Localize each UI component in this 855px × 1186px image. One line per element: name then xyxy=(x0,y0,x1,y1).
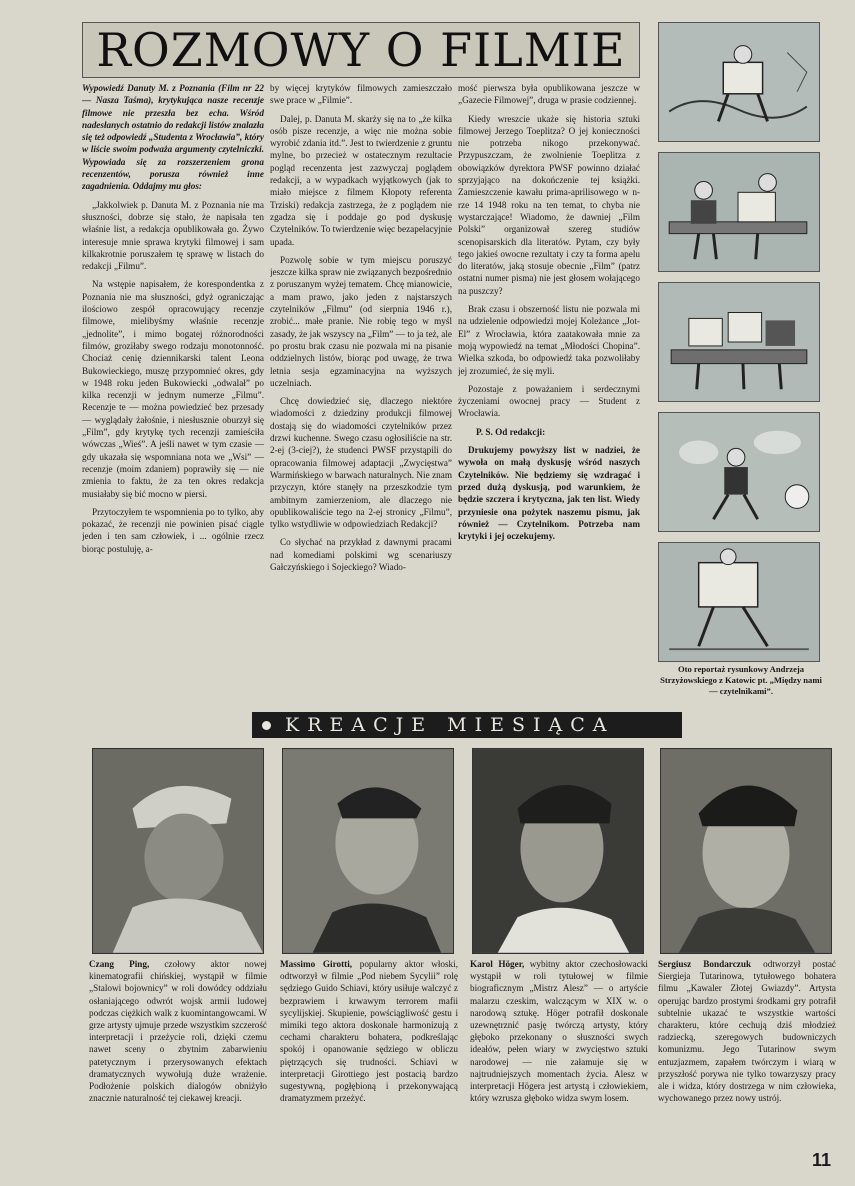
actor-name: Czang Ping, xyxy=(89,959,150,969)
cartoon-panel-2 xyxy=(658,152,820,272)
actor-name: Massimo Girotti, xyxy=(280,959,353,969)
actor-description: popularny aktor włoski, odtworzył w filmie „Pod niebem Sycylii” rolę sędziego Guido Schiavi, który usiłuje walczyć z bezprawiem i krwawym terrorem mafii sycylijskiej. Skupienie, powściągliwość gestu i mimiki tego aktora doskonale harmonizują z cechami charakteru bohatera, podkreślając spokój i opanowanie sędziego w obliczu piętrzących się trudności. Schiavi w interpretacji Girottiego jest postacią bardzo sugestywną, pogłębioną i przekonywającą dramatyzmem przeżyć. xyxy=(280,959,458,1104)
actor-bio-3 xyxy=(470,958,648,1158)
portrait-drawing xyxy=(661,749,831,953)
article-column-2 xyxy=(270,82,452,702)
editor-note-heading: P. S. Od redakcji: xyxy=(476,426,546,437)
article-signature: Pozostaje z poważaniem i serdecznymi życzeniami owocnej pracy — Student z Wrocławia. xyxy=(458,383,640,419)
actor-description: czołowy aktor nowej kinematografii chińskiej, wystąpił w filmie „Stalowi bojownicy” w roli dowódcy oddziału osłaniającego odwrót wojsk armii ludowej podczas ciężkich walk z kuomintangowcami. W grze artysty ujmuje przede wszystkim szczerość interpretacji i przeżycie roli, dzięki czemu nawet sceny o zbytnim zabarwieniu patetycznym i przerysowanych efektach dramatycznych wywołują duże wrażenie. Podłożenie polskich dialogów obniżyło znacznie naturalność tej ciekawej kreacji. xyxy=(89,959,267,1104)
section-title: KREACJE MIESIĄCA xyxy=(285,714,615,736)
article-paragraph: Kiedy wreszcie ukaże się historia sztuki filmowej Jerzego Toeplitza? O jej konieczności nie potrzeba nikogo przekonywać. Przypuszczam, że zwolnienie Toeplitza z obowiązków dyrektora PWSF powinno działać sprzyjająco na dokończenie tej książki. Zamieszczenie kawału prima-aprilisowego w n-rze 14 1948 roku na ten temat, to chyba nie wystarczające! Wiadomo, że dawniej „Film Polski” organizował szereg studiów scenopisarskich dla literatów. Pytam, czy były tego jakieś owocne rezultaty i czy ta forma apelu do literatów, jaką stosuje obecnie „Film” (patrz ostatni numer pisma) nie jest głosem wołającego na puszczy? xyxy=(458,113,640,296)
bullet-icon xyxy=(262,721,271,730)
portrait-drawing xyxy=(473,749,643,953)
cartoon-drawing-bench xyxy=(659,283,819,401)
actor-bio-1 xyxy=(89,958,267,1158)
actor-bio-4 xyxy=(658,958,836,1158)
article-paragraph: Brak czasu i obszerność listu nie pozwala mi na udzielenie odpowiedzi mojej Koleżance „Jot-El” z Wrocławia, która zaatakowała mnie za moją wypowiedź na temat „Młodości Chopina”. Wielka szkoda, bo odpowiedź taka pozwoliłaby jej zrozumieć, że się myli. xyxy=(458,304,640,376)
article-paragraph: Na wstępie napisałem, że korespondentka z Poznania nie ma słuszności, gdyż ograniczając ilościowo zespół opracowujący recenzje filmowe, mielibyśmy właśnie recenzje „jednolite”, i mimo bogatej różnorodności filmów, groziłaby swego rodzaju monotonność. Chociaż cenię dziennikarski talent Leona Bukowieckiego, muszę przypomnieć okres, gdy w 1948 roku jeden Bukowiecki „odwalał” po kilka recenzji w jednym numerze „Filmu”. Recenzje te — można powiedzieć bez przesady — wyglądały żałośnie, i niesłusznie oburzył się „Film”, gdy krytykę tych recenzji zamieściła wówczas „Wieś”. A jeśli nawet w tym czasie — gdy ukazała się wspomniana nota we „Wsi” — recenzje (moim zdaniem) poprawiły się — nie zmienia to faktu, że za ten okres redakcja musiałaby się bić mocno w piersi. xyxy=(82,279,264,499)
cartoon-drawing-walker xyxy=(659,413,819,531)
article-title-box xyxy=(82,22,640,78)
page-number: 11 xyxy=(812,1150,832,1170)
cartoon-drawing-newspaper xyxy=(659,543,819,661)
actor-photo-1 xyxy=(92,748,264,954)
editor-note: Drukujemy powyższy list w nadziei, że wywoła on małą dyskusję wśród naszych Czytelników. Nie będziemy się wzdragać i przed dużą dyskusją, pod warunkiem, że będzie szczera i krytyczna, jak ten list. Wiedy przyniesie ona pożytek naszemu pismu, jak również — Czytelnikom. Potrzeba nam krytyki i jej oczekujemy. xyxy=(458,445,640,542)
actor-bio-2 xyxy=(280,958,458,1158)
cartoon-panel-4 xyxy=(658,412,820,532)
cartoon-drawing-two-readers xyxy=(659,153,819,271)
article-paragraph: mość pierwsza była opublikowana jeszcze w „Gazecie Filmowej”, druga w prasie codziennej. xyxy=(458,83,640,106)
article-paragraph: Przytoczyłem te wspomnienia po to tylko, aby pokazać, że recenzji nie powinien pisać ciągle jeden i ten sam człowiek, i ... ogólnie rzecz biorąc postuluję, a- xyxy=(82,506,264,554)
article-paragraph: „Jakkolwiek p. Danuta M. z Poznania nie ma słuszności, dobrze się stało, że napisała ten właśnie list, a redakcja opublikowała go. Żywo interesuje mnie sprawa krytyki filmowej i sam kilkakrotnie poruszałem tę sprawę w listach do redakcji „Filmu”. xyxy=(82,199,264,272)
article-paragraph: Chcę dowiedzieć się, dlaczego niektóre wiadomości z dziedziny produkcji filmowej dostają się do wiadomości czytelników przez drzwi kuchenne. Swego czasu ogłosiliście na str. 2-ej (3-ciej?), że studenci PWSF przystąpili do opracowania filmowej adaptacji „Zwycięstwa” Warmińskiego w barwach naturalnych. Nie znam przyczyn, które stanęły na przeszkodzie tym ambitnym zamierzeniom, ale dlaczego nie opublikowaliście tego na 2-ej stronicy „Filmu”, tylko wstydliwie w odpowiedziach Redakcji? xyxy=(270,396,452,530)
actor-photo-3 xyxy=(472,748,644,954)
actor-description: odtworzył postać Siergieja Tutarinowa, tytułowego bohatera filmu „Kawaler Złotej Gwiazdy”. Artysta operując bardzo prostymi środkami gry potrafił subtelnie ukazać te wszystkie wartości charakteru, które cechują dziś młodzież radziecką, szeregowych budowniczych komunizmu. Jego Tutarinow swym entuzjazmem, zapałem twórczym i wiarą w przyszłość porywa nie tylko towarzyszy pracy ale i widza, który dostrzega w nim człowieka, wychowanego przez nowy ustrój. xyxy=(658,959,836,1104)
actor-name: Sergiusz Bondarczuk xyxy=(658,959,752,969)
actor-photo-4 xyxy=(660,748,832,954)
article-intro: Wypowiedź Danuty M. z Poznania (Film nr 22 — Nasza Taśma), krytykująca nasze recenzje filmowe nie przeszła bez echa. Wśród nadesłanych ostatnio do redakcji listów znalazła się też odpowiedź „Studenta z Wrocławia”, który w liście swoim podważa argumenty czytelniczki. Wypowiada się za rozszerzeniem grona recenzentów, porusza również inne zagadnienia. Oddajmy mu głos: xyxy=(82,83,264,192)
actor-description: wybitny aktor czechosłowacki wystąpił w roli tytułowej w filmie biograficznym „Mistrz Alesz” — o artyście malarzu czeskim, walczącym w XIX w. o narodową sztukę. Höger potrafił doskonale uzewnętrznić pasję twórczą artysty, który głęboko przekonany o słuszności swych ideałów, pełen wiary w zwycięstwo sztuki narodowej — nie załamuje się w najtrudniejszych momentach życia. Alesz w interpretacji Högera jest artystą i człowiekiem, który wzrusza głęboko widza swym losem. xyxy=(470,959,648,1104)
article-paragraph: Dalej, p. Danuta M. skarży się na to „że kilka osób pisze recenzje, a więc nie można sobie wyrobić zdania itd.”. Jest to twierdzenie z gruntu mylne, bo przecież w ostatecznym rezultacie pogląd recenzenta jest zazwyczaj poglądem redakcji, a w wypadkach wyjątkowych (jak to miało miejsce z filmem Kłopoty referenta Trziski) redakcja zastrzega, że z poglądem nie zgadza się i poddaje go pod dyskusję Czytelników. To twierdzenie więc bezapelacyjnie upada. xyxy=(270,113,452,247)
article-column-3 xyxy=(458,82,640,702)
article-paragraph: by więcej krytyków filmowych zamieszczało swe prace w „Filmie”. xyxy=(270,83,452,106)
actor-photo-2 xyxy=(282,748,454,954)
article-paragraph: Co słychać na przykład z dawnymi pracami nad komediami polskimi wg scenariuszy Gałczyńskiego i Sojeckiego? Wiado- xyxy=(270,537,452,572)
cartoon-caption: Oto reportaż rysunkowy Andrzeja Strzyżowskiego z Katowic pt. „Między nami — czytelnikami”. xyxy=(660,664,822,696)
article-paragraph: Pozwolę sobie w tym miejscu poruszyć jeszcze kilka spraw nie związanych bezpośrednio z poruszanym wyżej tematem. Chcę mianowicie, a mam prawo, jako jeden z najstarszych czytelników „Filmu” (od sierpnia 1946 r.), zrobić... małe pranie. Nie robię tego w myśl zasady, że jak wszyscy na „Film” — to ja też, ale po prostu brak czasu nie pozwala mi na pisanie oddzielnych listów, biorąc pod uwagę, że trwa letnia sesja egzaminacyjna na wyższych uczelniach. xyxy=(270,254,452,388)
actor-name: Karol Höger, xyxy=(470,959,525,969)
section-banner xyxy=(252,712,682,738)
cartoon-panel-1 xyxy=(658,22,820,142)
cartoon-strip xyxy=(658,22,820,672)
cartoon-panel-3 xyxy=(658,282,820,402)
cartoon-panel-5 xyxy=(658,542,820,662)
cartoon-drawing-reader xyxy=(659,23,819,141)
article-column-1 xyxy=(82,82,264,702)
article-title: ROZMOWY O FILMIE xyxy=(96,23,626,77)
portrait-drawing xyxy=(283,749,453,953)
portrait-drawing xyxy=(93,749,263,953)
